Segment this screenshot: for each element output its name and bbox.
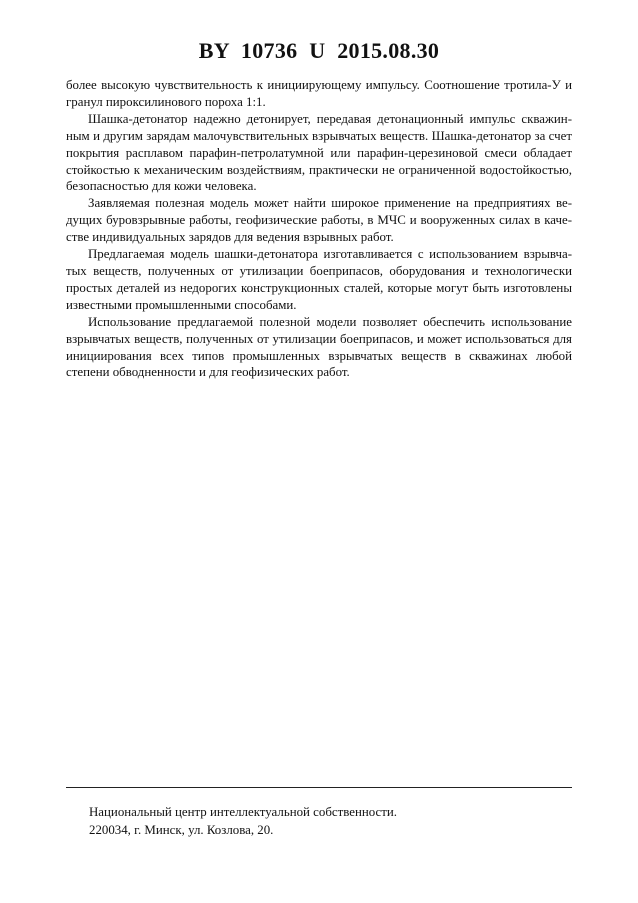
paragraph-manufacturing: Предлагаемая модель шашки-детонатора изготавливается с использованием взрывчатых веществ, полученных от утилизации боеприпасов, оборудования и технологически простых деталей из недорогих конструкционных сталей, которые могут быть изготовлены известными промышленными способами. [66, 247, 572, 312]
paragraph-detonation: Шашка-детонатор надежно детонирует, передавая детонационный импульс скважинным и другим зарядам малочувствительных взрывчатых веществ. Шашка-детонатор за счет покрытия расплавом парафин-петролатумной или парафин-церезиновой смеси обладает стойкостью к механическим воздействиям, практически не ограниченной водостойкостью, безопасностью для кожи человека. [66, 111, 572, 194]
footer-org-name: Национальный центр интеллектуальной собственности. [89, 805, 398, 819]
document-body [66, 77, 572, 381]
patent-header: BY 10736 U 2015.08.30 [198, 38, 440, 63]
paragraph-continuation: более высокую чувствительность к инициирующему импульсу. Соотношение тротила-У и гранул пироксилинового пороха 1:1. [66, 78, 572, 109]
paragraph-usage: Использование предлагаемой полезной модели позволяет обеспечить использование взрывчатых веществ, полученных от утилизации боеприпасов, и может использоваться для инициирования всех типов промышленных взрывчатых веществ в скважинах любой степени обводненности и для геофизических работ. [66, 314, 572, 380]
footer-publisher [89, 803, 559, 839]
paragraph-application: Заявляемая полезная модель может найти широкое применение на предприятиях ведущих буровзрывные работы, геофизические работы, в МЧС и вооруженных силах в качестве индивидуальных зарядов для ведения взрывных работ. [66, 196, 572, 245]
footer-divider [66, 787, 572, 788]
footer-address: 220034, г. Минск, ул. Козлова, 20. [89, 823, 274, 837]
